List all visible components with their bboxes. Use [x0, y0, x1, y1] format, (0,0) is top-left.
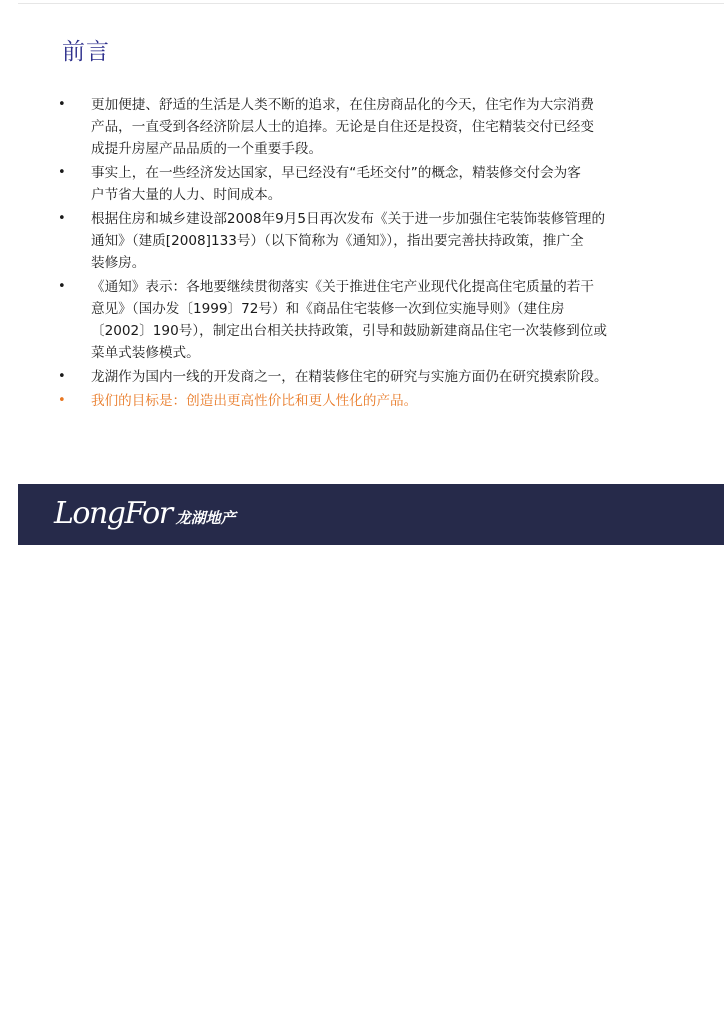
bullet-item-goal [58, 390, 708, 412]
bullet-icon: • [58, 279, 66, 294]
bullet-icon: • [58, 393, 66, 408]
longfor-logo [54, 496, 236, 532]
bullet-text: 更加便捷、舒适的生活是人类不断的追求，在住房商品化的今天，住宅作为大宗消费 产品，一直受到各经济阶层人士的追捧。无论是自住还是投资，住宅精装交付已经变 成提升房屋产品品质的一个重要手段。 [91, 97, 594, 157]
top-divider [18, 3, 724, 4]
bullet-item [58, 162, 708, 206]
bullet-text: 根据住房和城乡建设部2008年9月5日再次发布《关于进一步加强住宅装饰装修管理的 通知》（建质[2008]133号）（以下简称为《通知》），指出要完善扶持政策，推广全 装修房。 [91, 211, 606, 271]
footer-band [18, 484, 724, 545]
goal-text: 我们的目标是：创造出更高性价比和更人性化的产品。 [91, 393, 418, 409]
bullet-icon: • [58, 369, 66, 384]
bullet-text: 龙湖作为国内一线的开发商之一，在精装修住宅的研究与实施方面仍在研究摸索阶段。 [91, 369, 608, 385]
logo-wordmark: LongFor [54, 496, 172, 531]
bullet-item [58, 208, 708, 274]
bullet-item [58, 366, 708, 388]
page-title: 前言 [62, 39, 110, 65]
bullet-text: 事实上，在一些经济发达国家，早已经没有“毛坯交付”的概念，精装修交付会为客 户节省大量的人力、时间成本。 [91, 165, 581, 203]
bullet-text: 《通知》表示：各地要继续贯彻落实《关于推进住宅产业现代化提高住宅质量的若干 意见》（国办发〔1999〕72号）和《商品住宅装修一次到位实施导则》（建住房 〔2002〕190号），制定出台相关扶持政策，引导和鼓励新建商品住宅一次装修到位或 菜单式装修模式。 [91, 279, 607, 361]
bullet-list [58, 94, 708, 414]
bullet-icon: • [58, 211, 66, 226]
bullet-item [58, 94, 708, 160]
bullet-item [58, 276, 708, 364]
bullet-icon: • [58, 165, 66, 180]
logo-chinese-name: 龙湖地产 [175, 509, 236, 527]
bullet-icon: • [58, 97, 66, 112]
